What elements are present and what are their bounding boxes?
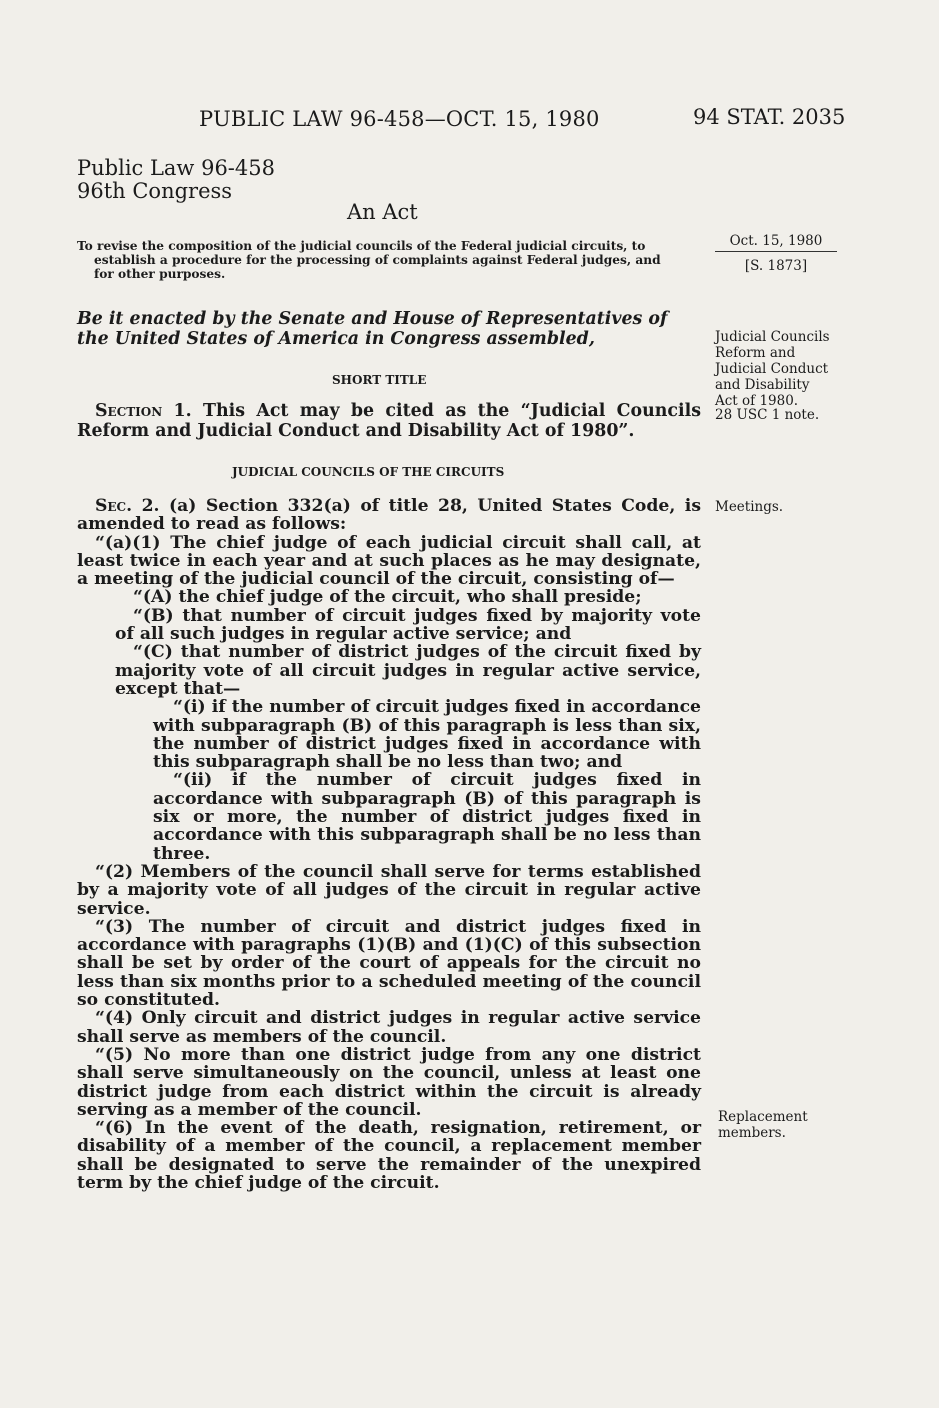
heading-judicial-councils: JUDICIAL COUNCILS OF THE CIRCUITS: [232, 465, 505, 479]
margin-line: Judicial Conduct: [715, 361, 829, 377]
paragraph-5: “(5) No more than one district judge from any one district shall serve simultaneously on the council, unless at least one district judge from each district within the circuit is already serving as a member of the council.: [77, 1044, 701, 1120]
law-designation: [77, 157, 275, 203]
subparagraph-B: “(B) that number of circuit judges fixed by majority vote of all such judges in regular active service; and: [115, 605, 701, 645]
margin-replacement-note: [718, 1109, 808, 1141]
section-2: [77, 497, 701, 1192]
subparagraph-A: “(A) the chief judge of the circuit, who shall preside;: [133, 587, 642, 608]
long-title-line: To revise the composition of the judicial councils of the Federal judicial circuits, to: [77, 239, 646, 253]
paragraph-4: “(4) Only circuit and district judges in regular active service shall serve as members of the council.: [77, 1008, 701, 1047]
running-header-title: PUBLIC LAW 96-458—OCT. 15, 1980: [199, 107, 600, 131]
long-title-line: for other purposes.: [94, 267, 226, 281]
margin-short-title-note: [715, 329, 830, 409]
running-header-stat: 94 STAT. 2035: [693, 105, 846, 129]
paragraph-6: “(6) In the event of the death, resignation, retirement, or disability of a member of the council, a replacement member shall be designated to serve the remainder of the unexpired term by the chief judge of the circuit.: [77, 1118, 701, 1193]
margin-line: Act of 1980.: [715, 393, 799, 409]
section-2-intro: [77, 497, 701, 534]
clause-i: “(i) if the number of circuit judges fixed in accordance with subparagraph (B) of this paragraph is less than six, the number of district judges fixed in accordance with this subparagraph shall be no less than two; and: [153, 697, 701, 773]
clause-ii: “(ii) if the number of circuit judges fixed in accordance with subparagraph (B) of this paragraph is six or more, the number of district judges fixed in accordance with this subparagraph shall be no less than three.: [153, 770, 701, 864]
paragraph-a1: “(a)(1) The chief judge of each judicial circuit shall call, at least twice in each year and at such places as he may designate, a meeting of the judicial council of the circuit, consisting of—: [77, 532, 701, 590]
margin-line: Reform and: [715, 345, 796, 361]
subparagraph-C: “(C) that number of district judges of the circuit fixed by majority vote of all circuit judges in regular active service, except that—: [115, 642, 701, 699]
margin-line: Judicial Councils: [715, 329, 830, 345]
paragraph-3: “(3) The number of circuit and district judges fixed in accordance with paragraphs (1)(B) and (1)(C) of this subsection shall be set by order of the court of appeals for the circuit no less than six months prior to a scheduled meeting of the council so constituted.: [77, 916, 701, 1011]
section-1-text: This Act may be cited as the “Judicial Councils Reform and Judicial Conduct and Disability Act of 1980”.: [77, 401, 701, 441]
margin-bill-number: [S. 1873]: [744, 258, 808, 274]
long-title: [77, 239, 701, 281]
margin-line: and Disability: [715, 377, 810, 393]
congress-number: 96th Congress: [77, 179, 233, 203]
margin-usc-note: 28 USC 1 note.: [715, 407, 820, 423]
public-law-number: Public Law 96-458: [77, 156, 275, 180]
margin-line: Replacement: [718, 1109, 808, 1125]
margin-line: members.: [718, 1125, 786, 1141]
section-1-paragraph: [77, 401, 701, 441]
margin-date: Oct. 15, 1980: [715, 233, 837, 252]
heading-short-title: SHORT TITLE: [332, 373, 427, 387]
section-1-label: Section 1.: [95, 401, 192, 421]
section-1: [77, 401, 701, 441]
section-2-intro-text: (a) Section 332(a) of title 28, United States Code, is amended to read as follows:: [77, 496, 701, 535]
paragraph-2: “(2) Members of the council shall serve for terms established by a majority vote of all judges of the circuit in regular active service.: [77, 861, 701, 919]
margin-meetings-note: Meetings.: [715, 499, 784, 515]
enacting-clause: Be it enacted by the Senate and House of Representatives of the United States of America in Congress assembled,: [77, 309, 668, 349]
long-title-line: establish a procedure for the processing of complaints against Federal judges, and: [94, 253, 661, 267]
section-2-label: Sec. 2.: [95, 496, 160, 516]
act-heading: An Act: [347, 200, 418, 224]
